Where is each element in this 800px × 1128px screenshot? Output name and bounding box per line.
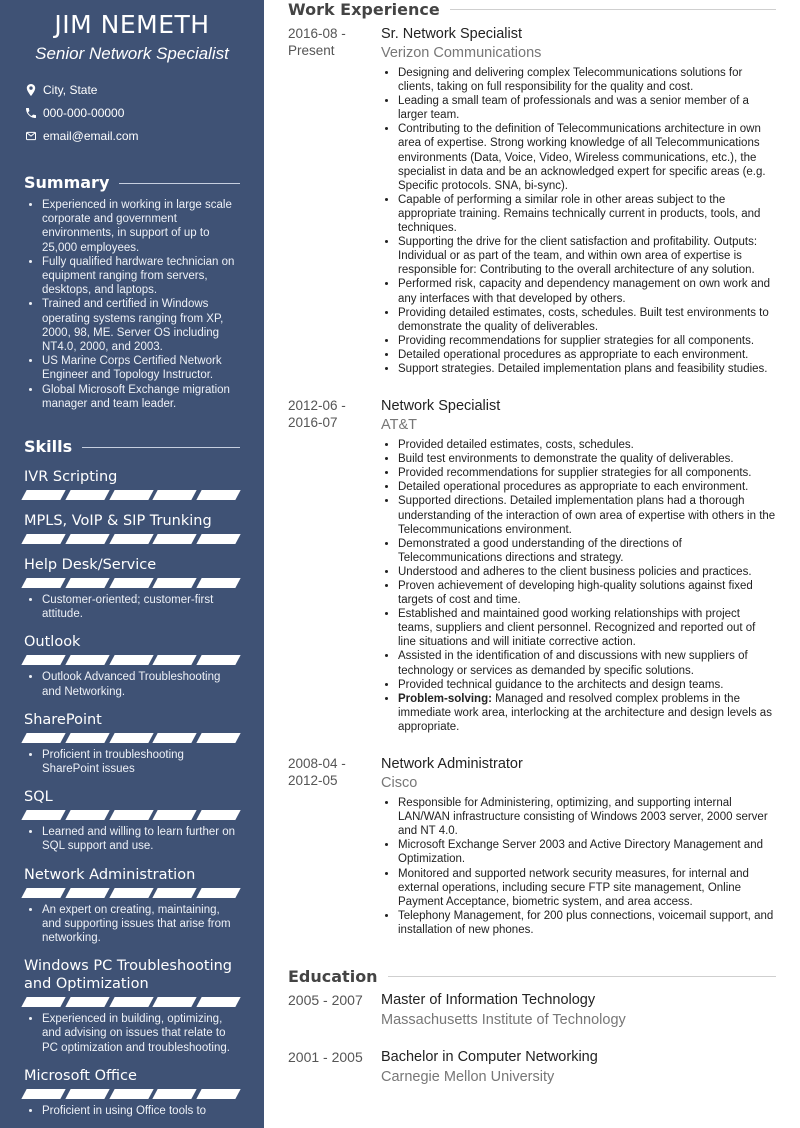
job-title: Sr. Network Specialist	[381, 26, 523, 42]
skill-item	[24, 866, 240, 946]
education-dates: 2001 - 2005	[288, 1048, 363, 1065]
summary-rule	[119, 183, 240, 184]
job-dates	[288, 397, 381, 734]
education-heading	[288, 967, 776, 986]
skill-notes	[24, 1012, 240, 1055]
skill-notes	[24, 825, 240, 853]
skill-level-segment	[65, 997, 109, 1007]
job-company: Verizon Communications	[381, 45, 542, 61]
skill-level-segment	[21, 655, 65, 665]
skill-name: IVR Scripting	[24, 469, 118, 486]
job-bullet	[398, 466, 776, 480]
skill-note: • Learned and willing to learn further on SQL support and use.	[42, 825, 240, 853]
skill-level-segment	[109, 534, 153, 544]
email-icon	[26, 130, 36, 142]
job-date-start: 2016-08 -	[288, 26, 346, 41]
education-rule	[388, 976, 776, 977]
job-body	[381, 397, 776, 734]
contact-location	[26, 78, 264, 101]
skill-notes	[24, 748, 240, 776]
job-dates	[288, 755, 381, 937]
job-bullet-text: Build test environments to demonstrate the quality of deliverables.	[398, 453, 734, 466]
job-bullets	[381, 438, 776, 734]
job-bullet-text: Detailed operational procedures as appropriate to each environment.	[398, 348, 749, 361]
job-dates	[288, 25, 381, 376]
skill-name: Microsoft Office	[24, 1067, 137, 1084]
sidebar	[0, 0, 264, 1128]
skill-level-segment	[21, 534, 65, 544]
skill-note: • Experienced in building, optimizing, and advising on issues that relate to PC optimization and troubleshooting.	[42, 1012, 240, 1055]
education-body	[381, 990, 776, 1033]
job-bullet-text: Responsible for Administering, optimizing, and supporting internal LAN/WAN infrastructure consisting of Windows 2003 server, 2000 server and NT 4.0.	[398, 797, 768, 838]
skill-level-segment	[197, 1089, 241, 1099]
skill-level-segment	[21, 578, 65, 588]
skill-level-segment	[21, 888, 65, 898]
skills-heading	[24, 437, 240, 456]
skill-level-bar	[24, 534, 240, 544]
skill-item	[24, 1067, 240, 1118]
skill-notes	[24, 1104, 240, 1118]
skill-note: • Customer-oriented; customer-first attitude.	[42, 593, 240, 621]
skill-level-segment	[109, 997, 153, 1007]
job-bullet	[398, 796, 776, 838]
skill-level-segment	[153, 810, 197, 820]
job-date-end: Present	[288, 43, 335, 58]
skill-level-segment	[21, 733, 65, 743]
job-bullet	[398, 94, 776, 122]
skill-level-segment	[65, 490, 109, 500]
education-entry	[288, 990, 776, 1033]
job-bullet-text: Provided detailed estimates, costs, schedules.	[398, 439, 634, 452]
skill-level-segment	[197, 733, 241, 743]
education-degree: Master of Information Technology	[381, 991, 596, 1008]
skill-level-segment	[65, 655, 109, 665]
job-bullet-text: Proven achievement of developing high-quality solutions against fixed targets of cost and time.	[398, 580, 753, 607]
skill-level-segment	[153, 490, 197, 500]
job-bullet-text: Managed and resolved complex problems in the immediate work area, interlocking at the architecture and design levels as appropriate.	[398, 692, 772, 733]
skill-level-segment	[109, 1089, 153, 1099]
skill-name: Network Administration	[24, 866, 196, 883]
skill-notes	[24, 593, 240, 621]
skills-list	[0, 468, 264, 1118]
job-bullet-text: Designing and delivering complex Telecommunications solutions for clients, taking on full responsibility for the quality and cost.	[398, 67, 743, 94]
job-bullet-text: Understood and adheres to the client business policies and practices.	[398, 565, 752, 578]
job-bullet-text: Demonstrated a good understanding of the directions of Telecommunications directions and strategy.	[398, 537, 682, 564]
skills-heading-text: Skills	[24, 437, 73, 457]
skill-item	[24, 711, 240, 776]
education-entry	[288, 1047, 776, 1090]
skill-level-bar	[24, 733, 240, 743]
summary-heading-text: Summary	[24, 173, 110, 192]
skill-level-segment	[153, 1089, 197, 1099]
job-title: Network Specialist	[381, 398, 501, 415]
work-heading-text: Work Experience	[288, 0, 440, 19]
job-bullet-text: Assisted in the identification of and discussions with new suppliers of technology or services as demanded by specific solutions.	[398, 650, 748, 677]
contact-phone	[26, 101, 264, 124]
job-bullet	[398, 565, 776, 579]
job-company: AT&T	[381, 417, 417, 434]
skill-level-segment	[65, 578, 109, 588]
skill-level-segment	[65, 888, 109, 898]
job-bullet-text: Telephony Management, for 200 plus connections, voicemail support, and installation of new phones.	[398, 909, 774, 936]
skill-level-bar	[24, 655, 240, 665]
job-bullet-text: Leading a small team of professionals and was a senior member of a larger team.	[398, 95, 749, 122]
job-bullet-text: Monitored and supported network security measures, for internal and external operations, including secure FTP site management, Online Payment Acceptance, biometric system, and area access.	[398, 867, 749, 908]
job-body	[381, 25, 776, 376]
location-pin-icon	[26, 84, 36, 96]
skill-level-segment	[153, 534, 197, 544]
summary-item: • Global Microsoft Exchange migration manager and team leader.	[42, 383, 240, 411]
skill-item	[24, 633, 240, 698]
skill-level-segment	[109, 490, 153, 500]
skill-name: MPLS, VoIP & SIP Trunking	[24, 513, 212, 530]
skill-level-segment	[109, 810, 153, 820]
skill-level-segment	[21, 810, 65, 820]
job-bullet	[398, 452, 776, 466]
education-degree: Bachelor in Computer Networking	[381, 1048, 598, 1065]
education-list	[288, 990, 776, 1090]
job-bullet-text: Performed risk, capacity and dependency management on own work and any interfaces with that developed by others.	[398, 278, 771, 305]
summary-item: • US Marine Corps Certified Network Engineer and Topology Instructor.	[42, 354, 240, 382]
candidate-title: Senior Network Specialist	[35, 44, 229, 63]
location-text: City, State	[43, 82, 98, 97]
job-bullet	[398, 909, 776, 937]
skill-level-segment	[109, 888, 153, 898]
education-school: Massachusetts Institute of Technology	[381, 1011, 626, 1028]
skill-level-bar	[24, 810, 240, 820]
education-school: Carnegie Mellon University	[381, 1068, 555, 1085]
skill-note: • An expert on creating, maintaining, and supporting issues that arise from networking.	[42, 903, 240, 946]
skill-item	[24, 512, 240, 544]
job-bullet	[398, 579, 776, 607]
job-bullet	[398, 537, 776, 565]
job-title: Network Administrator	[381, 756, 523, 773]
skill-level-segment	[197, 997, 241, 1007]
job-date-end: 2016-07	[288, 415, 338, 431]
skill-level-segment	[65, 1089, 109, 1099]
education-dates: 2005 - 2007	[288, 991, 363, 1008]
job-date-start: 2008-04 -	[288, 756, 346, 772]
skill-level-segment	[109, 733, 153, 743]
contact-email	[26, 124, 264, 147]
job-bullet	[398, 306, 776, 334]
skill-level-segment	[21, 997, 65, 1007]
job-bullet-text: Providing detailed estimates, costs, schedules. Built test environments to demonstrate the quality of deliverables.	[398, 306, 769, 333]
job-bullet	[398, 838, 776, 866]
job-bullet	[398, 235, 776, 277]
skill-name: Windows PC Troubleshooting and Optimization	[24, 958, 232, 993]
skill-note: • Proficient in using Office tools to	[42, 1104, 240, 1118]
skill-name: SQL	[24, 789, 53, 806]
summary-item: • Trained and certified in Windows operating systems ranging from XP, 2000, 98, ME. Server OS including NT4.0, 2000, and 2003.	[42, 297, 240, 354]
summary-item: • Experienced in working in large scale corporate and government environments, in support of up to 25,000 employees.	[42, 198, 240, 255]
job-bullet	[398, 678, 776, 692]
job-bullets	[381, 66, 776, 376]
job-bullet	[398, 494, 776, 536]
skill-level-segment	[197, 534, 241, 544]
job-bullet	[398, 122, 776, 192]
skill-level-bar	[24, 997, 240, 1007]
job-bullet	[398, 692, 776, 734]
skill-level-bar	[24, 578, 240, 588]
skill-level-segment	[109, 655, 153, 665]
skill-level-bar	[24, 490, 240, 500]
work-rule	[450, 9, 776, 10]
job-date-start: 2012-06 -	[288, 398, 346, 414]
job-bullet	[398, 334, 776, 348]
main-content	[288, 0, 776, 1090]
job-bullet-text: Provided recommendations for supplier strategies for all components.	[398, 467, 752, 480]
job-bullet-label: Problem-solving:	[398, 692, 492, 705]
work-heading	[288, 0, 776, 19]
education-heading-text: Education	[288, 966, 378, 986]
skill-level-segment	[153, 578, 197, 588]
job-company: Cisco	[381, 775, 418, 792]
summary-heading	[24, 173, 240, 192]
skill-level-segment	[197, 810, 241, 820]
work-experience-list	[288, 25, 776, 937]
job-bullet-text: Providing recommendations for supplier strategies for all components.	[398, 334, 755, 347]
skill-level-segment	[153, 733, 197, 743]
skill-notes	[24, 903, 240, 946]
skill-level-bar	[24, 1089, 240, 1099]
job-entry	[288, 397, 776, 734]
skill-note: • Outlook Advanced Troubleshooting and Networking.	[42, 670, 240, 698]
job-bullet	[398, 649, 776, 677]
phone-text: 000-000-00000	[43, 105, 125, 120]
job-bullet	[398, 348, 776, 362]
job-bullet	[398, 193, 776, 235]
job-bullet-text: Contributing to the definition of Telecommunications architecture in own area of expertise. Strong working knowledge of all Telecommunications environments (Data, Voice, Video, Wireless communications, etc.), the specialist in data and be an acknowledged expert for specific areas (e.g. Specific protocols. SNA, bi-sync).	[398, 123, 766, 192]
skill-level-segment	[153, 655, 197, 665]
job-bullet	[398, 438, 776, 452]
skill-level-segment	[153, 997, 197, 1007]
job-bullet-text: Established and maintained good working relationships with project teams, suppliers and client personnel. Recognized and reported out of line situations and will initiate corrective action.	[398, 608, 756, 649]
skill-item	[24, 788, 240, 853]
job-bullet	[398, 66, 776, 94]
skill-level-segment	[21, 1089, 65, 1099]
skill-level-segment	[197, 888, 241, 898]
skill-item	[24, 556, 240, 621]
summary-list	[0, 198, 264, 411]
job-bullet-text: Supported directions. Detailed implementation plans had a thorough understanding of the interaction of own area of expertise with others in the Telecommunications environment.	[398, 495, 776, 536]
skill-level-segment	[197, 490, 241, 500]
skill-level-segment	[21, 490, 65, 500]
job-bullet-text: Detailed operational procedures as appropriate to each environment.	[398, 481, 749, 494]
job-entry	[288, 25, 776, 376]
job-bullets	[381, 796, 776, 937]
job-bullet-text: Microsoft Exchange Server 2003 and Active Directory Management and Optimization.	[398, 839, 763, 866]
skill-notes	[24, 670, 240, 698]
job-bullet	[398, 607, 776, 649]
skill-level-segment	[65, 810, 109, 820]
email-text[interactable]: email@email.com	[43, 128, 139, 143]
job-bullet-text: Provided technical guidance to the architects and design teams.	[398, 678, 724, 691]
candidate-name: JIM NEMETH	[54, 10, 210, 39]
skill-level-segment	[65, 733, 109, 743]
skill-name: Outlook	[24, 634, 81, 651]
job-bullet	[398, 362, 776, 376]
skill-name: Help Desk/Service	[24, 557, 157, 574]
summary-item: • Fully qualified hardware technician on equipment ranging from servers, desktops, and laptops.	[42, 255, 240, 298]
education-body	[381, 1047, 776, 1090]
job-bullet-text: Supporting the drive for the client satisfaction and profitability. Outputs: Individual or as part of the team, and within own area of expertise is responsible for: Contributing to the overall architecture of any solution.	[398, 236, 758, 277]
skills-rule	[82, 447, 240, 448]
contact-info	[0, 78, 264, 147]
job-bullet-text: Support strategies. Detailed implementation plans and feasibility studies.	[398, 362, 768, 375]
skill-item	[24, 957, 240, 1055]
skill-level-segment	[197, 578, 241, 588]
job-date-end: 2012-05	[288, 773, 338, 789]
skill-level-segment	[109, 578, 153, 588]
skill-name: SharePoint	[24, 711, 102, 728]
job-bullet-text: Capable of performing a similar role in other areas subject to the appropriate training. Remains technically current in products, tools, and techniques.	[398, 193, 761, 235]
job-bullet	[398, 480, 776, 494]
skill-level-segment	[197, 655, 241, 665]
skill-item	[24, 468, 240, 500]
job-body	[381, 755, 776, 937]
skill-level-bar	[24, 888, 240, 898]
skill-note: • Proficient in troubleshooting SharePoint issues	[42, 748, 240, 776]
job-bullet	[398, 277, 776, 305]
job-entry	[288, 755, 776, 937]
skill-level-segment	[65, 534, 109, 544]
phone-icon	[26, 107, 36, 119]
skill-level-segment	[153, 888, 197, 898]
job-bullet	[398, 867, 776, 909]
